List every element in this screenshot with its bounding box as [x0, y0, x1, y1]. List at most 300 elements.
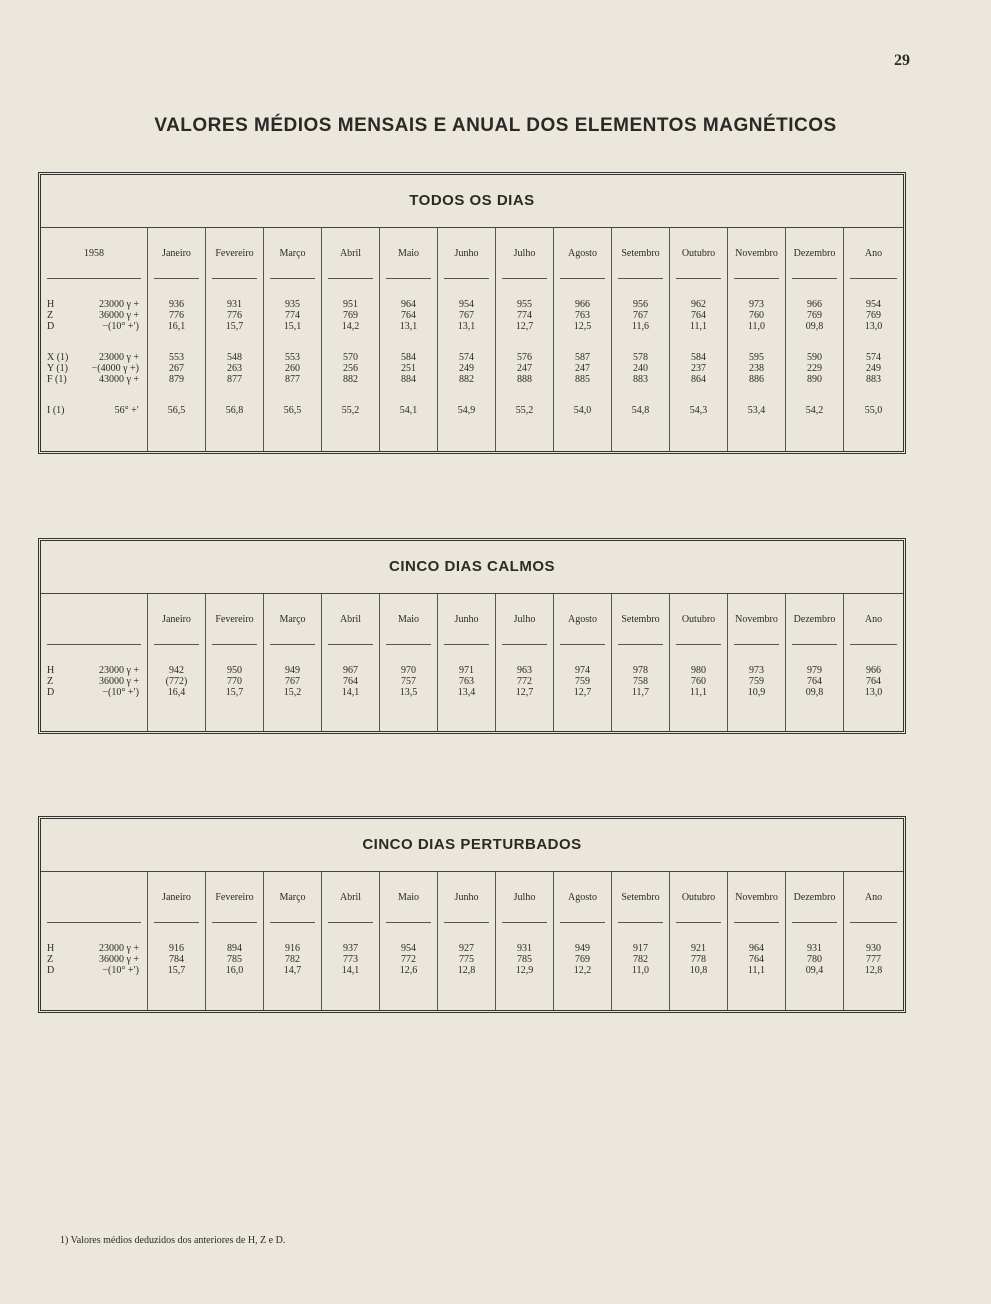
- value-cell: 877: [285, 374, 300, 385]
- value-cell: 956: [633, 299, 648, 310]
- value-cell: 16,0: [225, 965, 244, 976]
- value-cell: 964: [401, 299, 416, 310]
- month-header: Fevereiro: [206, 594, 263, 645]
- value-cell: 882: [343, 374, 358, 385]
- value-cell: 974: [575, 665, 590, 676]
- element-symbol: X (1): [47, 352, 69, 363]
- value-cell: 12,5: [573, 321, 592, 332]
- value-cell: 931: [517, 943, 532, 954]
- element-base: −(10° +′): [102, 321, 139, 332]
- value-cell: 759: [575, 676, 590, 687]
- row-label: [41, 321, 147, 332]
- value-cell: 764: [401, 310, 416, 321]
- element-base: 23000 γ +: [98, 943, 139, 954]
- value-cell: 574: [866, 352, 881, 363]
- month-header: Agosto: [554, 594, 611, 645]
- value-cell: 978: [633, 665, 648, 676]
- value-cell: 260: [285, 363, 300, 374]
- value-cell: 578: [633, 352, 648, 363]
- element-base: −(4000 γ +): [91, 363, 139, 374]
- value-cell: 877: [227, 374, 242, 385]
- value-cell: 13,1: [399, 321, 418, 332]
- month-header: Ano: [844, 594, 903, 645]
- month-column: [147, 228, 205, 451]
- value-cell: 13,5: [399, 687, 418, 698]
- element-symbol: Z: [47, 676, 54, 687]
- value-cell: 553: [285, 352, 300, 363]
- value-cell: 15,7: [167, 965, 186, 976]
- value-cell: 249: [866, 363, 881, 374]
- value-cell: 54,0: [573, 405, 592, 416]
- value-cell: 14,1: [341, 687, 360, 698]
- value-cell: 14,7: [283, 965, 302, 976]
- value-cell: 11,1: [689, 687, 708, 698]
- month-header: Março: [264, 228, 321, 279]
- value-cell: 56,5: [283, 405, 302, 416]
- value-cell: 885: [575, 374, 590, 385]
- element-base: 36000 γ +: [98, 310, 139, 321]
- value-cell: 13,0: [864, 687, 883, 698]
- element-base: 36000 γ +: [98, 954, 139, 965]
- value-cell: 590: [807, 352, 822, 363]
- value-cell: 777: [866, 954, 881, 965]
- value-cell: 980: [691, 665, 706, 676]
- month-header: Outubro: [670, 594, 727, 645]
- element-symbol: D: [47, 321, 55, 332]
- month-column: [611, 594, 669, 731]
- value-cell: 249: [459, 363, 474, 374]
- value-cell: 758: [633, 676, 648, 687]
- value-cell: 12,6: [399, 965, 418, 976]
- month-header: Ano: [844, 228, 903, 279]
- month-header: Dezembro: [786, 872, 843, 923]
- value-cell: 757: [401, 676, 416, 687]
- value-cell: 56,8: [225, 405, 244, 416]
- element-base: 43000 γ +: [98, 374, 139, 385]
- value-cell: 251: [401, 363, 416, 374]
- value-cell: 764: [749, 954, 764, 965]
- month-column: [495, 228, 553, 451]
- page-title: VALORES MÉDIOS MENSAIS E ANUAL DOS ELEMENTOS MAGNÉTICOS: [154, 115, 837, 136]
- value-cell: 931: [807, 943, 822, 954]
- table-todos-os-dias: [38, 172, 906, 454]
- month-header: Abril: [322, 594, 379, 645]
- value-cell: 595: [749, 352, 764, 363]
- month-column: [147, 594, 205, 731]
- value-cell: 267: [169, 363, 184, 374]
- value-cell: 882: [459, 374, 474, 385]
- value-cell: 883: [633, 374, 648, 385]
- table-grid: [41, 872, 903, 1010]
- value-cell: 973: [749, 299, 764, 310]
- value-cell: 256: [343, 363, 358, 374]
- value-cell: 883: [866, 374, 881, 385]
- table-title: TODOS OS DIAS: [41, 175, 903, 228]
- value-cell: 927: [459, 943, 474, 954]
- table-title: CINCO DIAS CALMOS: [41, 541, 903, 594]
- month-column: [843, 594, 903, 731]
- element-symbol: H: [47, 665, 55, 676]
- value-cell: 11,0: [747, 321, 766, 332]
- value-cell: 54,9: [457, 405, 476, 416]
- element-base: 23000 γ +: [98, 299, 139, 310]
- month-header: Julho: [496, 594, 553, 645]
- year-header: [41, 872, 147, 923]
- value-cell: (772): [165, 676, 188, 687]
- value-cell: 955: [517, 299, 532, 310]
- value-cell: 764: [866, 676, 881, 687]
- value-cell: 229: [807, 363, 822, 374]
- row-label: [41, 310, 147, 321]
- value-cell: 12,7: [515, 687, 534, 698]
- value-cell: 775: [459, 954, 474, 965]
- value-cell: 966: [866, 665, 881, 676]
- element-base: 23000 γ +: [98, 352, 139, 363]
- value-cell: 971: [459, 665, 474, 676]
- value-cell: 13,0: [864, 321, 883, 332]
- month-column: [843, 872, 903, 1010]
- month-column: [495, 872, 553, 1010]
- month-header: Setembro: [612, 228, 669, 279]
- month-header: Janeiro: [148, 872, 205, 923]
- month-column: [379, 872, 437, 1010]
- value-cell: 15,1: [283, 321, 302, 332]
- month-column: [553, 872, 611, 1010]
- footnote: 1) Valores médios deduzidos dos anteriores de H, Z e D.: [60, 1235, 286, 1246]
- value-cell: 886: [749, 374, 764, 385]
- row-label: [41, 352, 147, 363]
- value-cell: 776: [227, 310, 242, 321]
- value-cell: 782: [633, 954, 648, 965]
- value-cell: 11,6: [631, 321, 650, 332]
- element-symbol: H: [47, 299, 55, 310]
- value-cell: 12,7: [515, 321, 534, 332]
- value-cell: 769: [575, 954, 590, 965]
- value-cell: 773: [343, 954, 358, 965]
- label-column: [41, 872, 147, 1010]
- month-header: Junho: [438, 594, 495, 645]
- year-header: [41, 594, 147, 645]
- value-cell: 11,1: [747, 965, 766, 976]
- value-cell: 240: [633, 363, 648, 374]
- element-symbol: H: [47, 943, 55, 954]
- element-symbol: F (1): [47, 374, 67, 385]
- year-header: 1958: [41, 228, 147, 279]
- value-cell: 967: [343, 665, 358, 676]
- month-header: Abril: [322, 228, 379, 279]
- value-cell: 11,7: [631, 687, 650, 698]
- element-symbol: Z: [47, 954, 54, 965]
- month-header: Julho: [496, 872, 553, 923]
- month-header: Fevereiro: [206, 872, 263, 923]
- month-column: [437, 228, 495, 451]
- month-column: [553, 228, 611, 451]
- element-symbol: I (1): [47, 405, 65, 416]
- month-column: [263, 594, 321, 731]
- value-cell: 247: [517, 363, 532, 374]
- value-cell: 56,5: [167, 405, 186, 416]
- value-cell: 09,4: [805, 965, 824, 976]
- value-cell: 937: [343, 943, 358, 954]
- value-cell: 884: [401, 374, 416, 385]
- month-header: Janeiro: [148, 594, 205, 645]
- value-cell: 772: [517, 676, 532, 687]
- value-cell: 12,9: [515, 965, 534, 976]
- month-header: Agosto: [554, 872, 611, 923]
- label-column: [41, 594, 147, 731]
- value-cell: 970: [401, 665, 416, 676]
- value-cell: 237: [691, 363, 706, 374]
- value-cell: 584: [691, 352, 706, 363]
- element-base: −(10° +′): [102, 687, 139, 698]
- value-cell: 55,0: [864, 405, 883, 416]
- value-cell: 14,1: [341, 965, 360, 976]
- value-cell: 15,7: [225, 687, 244, 698]
- value-cell: 247: [575, 363, 590, 374]
- value-cell: 14,2: [341, 321, 360, 332]
- table-title: CINCO DIAS PERTURBADOS: [41, 819, 903, 872]
- month-header: Outubro: [670, 228, 727, 279]
- value-cell: 263: [227, 363, 242, 374]
- month-column: [205, 228, 263, 451]
- table-cinco-dias-perturbados: [38, 816, 906, 1013]
- value-cell: 553: [169, 352, 184, 363]
- value-cell: 55,2: [341, 405, 360, 416]
- value-cell: 09,8: [805, 321, 824, 332]
- value-cell: 767: [459, 310, 474, 321]
- value-cell: 966: [807, 299, 822, 310]
- value-cell: 548: [227, 352, 242, 363]
- value-cell: 949: [285, 665, 300, 676]
- element-symbol: Z: [47, 310, 54, 321]
- value-cell: 760: [749, 310, 764, 321]
- value-cell: 09,8: [805, 687, 824, 698]
- value-cell: 966: [575, 299, 590, 310]
- month-header: Novembro: [728, 872, 785, 923]
- label-column: [41, 228, 147, 451]
- month-column: [205, 872, 263, 1010]
- month-column: [669, 594, 727, 731]
- value-cell: 917: [633, 943, 648, 954]
- value-cell: 767: [633, 310, 648, 321]
- value-cell: 238: [749, 363, 764, 374]
- value-cell: 776: [169, 310, 184, 321]
- month-column: [437, 594, 495, 731]
- month-header: Novembro: [728, 594, 785, 645]
- month-header: Maio: [380, 228, 437, 279]
- value-cell: 15,2: [283, 687, 302, 698]
- month-column: [553, 594, 611, 731]
- month-column: [263, 228, 321, 451]
- month-column: [727, 228, 785, 451]
- element-base: 36000 γ +: [98, 676, 139, 687]
- value-cell: 954: [459, 299, 474, 310]
- value-cell: 54,2: [805, 405, 824, 416]
- value-cell: 12,8: [457, 965, 476, 976]
- month-column: [611, 872, 669, 1010]
- month-column: [843, 228, 903, 451]
- month-column: [321, 872, 379, 1010]
- value-cell: 769: [807, 310, 822, 321]
- month-column: [321, 228, 379, 451]
- month-header: Julho: [496, 228, 553, 279]
- value-cell: 979: [807, 665, 822, 676]
- value-cell: 784: [169, 954, 184, 965]
- month-column: [669, 228, 727, 451]
- value-cell: 785: [517, 954, 532, 965]
- value-cell: 13,4: [457, 687, 476, 698]
- month-header: Fevereiro: [206, 228, 263, 279]
- row-label: [41, 665, 147, 676]
- month-header: Dezembro: [786, 228, 843, 279]
- element-base: −(10° +′): [102, 965, 139, 976]
- value-cell: 16,1: [167, 321, 186, 332]
- value-cell: 890: [807, 374, 822, 385]
- value-cell: 764: [343, 676, 358, 687]
- value-cell: 12,8: [864, 965, 883, 976]
- value-cell: 763: [575, 310, 590, 321]
- value-cell: 576: [517, 352, 532, 363]
- value-cell: 574: [459, 352, 474, 363]
- row-label: [41, 676, 147, 687]
- value-cell: 954: [866, 299, 881, 310]
- value-cell: 763: [459, 676, 474, 687]
- value-cell: 785: [227, 954, 242, 965]
- row-label: [41, 954, 147, 965]
- value-cell: 963: [517, 665, 532, 676]
- value-cell: 11,1: [689, 321, 708, 332]
- month-header: Junho: [438, 228, 495, 279]
- value-cell: 770: [227, 676, 242, 687]
- value-cell: 916: [169, 943, 184, 954]
- value-cell: 12,2: [573, 965, 592, 976]
- value-cell: 879: [169, 374, 184, 385]
- value-cell: 962: [691, 299, 706, 310]
- value-cell: 12,7: [573, 687, 592, 698]
- value-cell: 584: [401, 352, 416, 363]
- month-column: [611, 228, 669, 451]
- value-cell: 53,4: [747, 405, 766, 416]
- value-cell: 916: [285, 943, 300, 954]
- value-cell: 936: [169, 299, 184, 310]
- month-header: Janeiro: [148, 228, 205, 279]
- value-cell: 942: [169, 665, 184, 676]
- month-column: [785, 594, 843, 731]
- month-column: [785, 228, 843, 451]
- value-cell: 951: [343, 299, 358, 310]
- row-label: [41, 405, 147, 416]
- month-column: [379, 594, 437, 731]
- month-header: Abril: [322, 872, 379, 923]
- value-cell: 973: [749, 665, 764, 676]
- value-cell: 764: [807, 676, 822, 687]
- month-column: [379, 228, 437, 451]
- month-header: Março: [264, 872, 321, 923]
- table-grid: [41, 228, 903, 451]
- element-symbol: D: [47, 965, 55, 976]
- value-cell: 760: [691, 676, 706, 687]
- value-cell: 949: [575, 943, 590, 954]
- month-header: Agosto: [554, 228, 611, 279]
- month-column: [727, 594, 785, 731]
- month-column: [205, 594, 263, 731]
- value-cell: 774: [517, 310, 532, 321]
- value-cell: 769: [866, 310, 881, 321]
- month-column: [321, 594, 379, 731]
- value-cell: 54,3: [689, 405, 708, 416]
- month-header: Maio: [380, 872, 437, 923]
- element-symbol: D: [47, 687, 55, 698]
- month-header: Setembro: [612, 872, 669, 923]
- value-cell: 764: [691, 310, 706, 321]
- value-cell: 894: [227, 943, 242, 954]
- month-header: Novembro: [728, 228, 785, 279]
- value-cell: 778: [691, 954, 706, 965]
- month-header: Setembro: [612, 594, 669, 645]
- element-base: 56° +′: [114, 405, 139, 416]
- table-cinco-dias-calmos: [38, 538, 906, 734]
- month-header: Outubro: [670, 872, 727, 923]
- month-column: [263, 872, 321, 1010]
- value-cell: 10,9: [747, 687, 766, 698]
- month-column: [727, 872, 785, 1010]
- month-header: Março: [264, 594, 321, 645]
- month-header: Ano: [844, 872, 903, 923]
- month-header: Maio: [380, 594, 437, 645]
- value-cell: 16,4: [167, 687, 186, 698]
- month-column: [669, 872, 727, 1010]
- value-cell: 774: [285, 310, 300, 321]
- value-cell: 54,1: [399, 405, 418, 416]
- value-cell: 950: [227, 665, 242, 676]
- value-cell: 931: [227, 299, 242, 310]
- value-cell: 935: [285, 299, 300, 310]
- row-label: [41, 943, 147, 954]
- row-label: [41, 687, 147, 698]
- value-cell: 11,0: [631, 965, 650, 976]
- row-label: [41, 363, 147, 374]
- value-cell: 954: [401, 943, 416, 954]
- value-cell: 15,7: [225, 321, 244, 332]
- month-column: [147, 872, 205, 1010]
- month-column: [437, 872, 495, 1010]
- value-cell: 780: [807, 954, 822, 965]
- value-cell: 864: [691, 374, 706, 385]
- value-cell: 767: [285, 676, 300, 687]
- element-base: 23000 γ +: [98, 665, 139, 676]
- value-cell: 13,1: [457, 321, 476, 332]
- row-label: [41, 299, 147, 310]
- value-cell: 888: [517, 374, 532, 385]
- value-cell: 10,8: [689, 965, 708, 976]
- value-cell: 782: [285, 954, 300, 965]
- value-cell: 769: [343, 310, 358, 321]
- month-header: Junho: [438, 872, 495, 923]
- month-header: Dezembro: [786, 594, 843, 645]
- element-symbol: Y (1): [47, 363, 69, 374]
- value-cell: 55,2: [515, 405, 534, 416]
- row-label: [41, 374, 147, 385]
- value-cell: 964: [749, 943, 764, 954]
- row-label: [41, 965, 147, 976]
- month-column: [785, 872, 843, 1010]
- value-cell: 54,8: [631, 405, 650, 416]
- value-cell: 587: [575, 352, 590, 363]
- value-cell: 772: [401, 954, 416, 965]
- month-column: [495, 594, 553, 731]
- value-cell: 921: [691, 943, 706, 954]
- value-cell: 759: [749, 676, 764, 687]
